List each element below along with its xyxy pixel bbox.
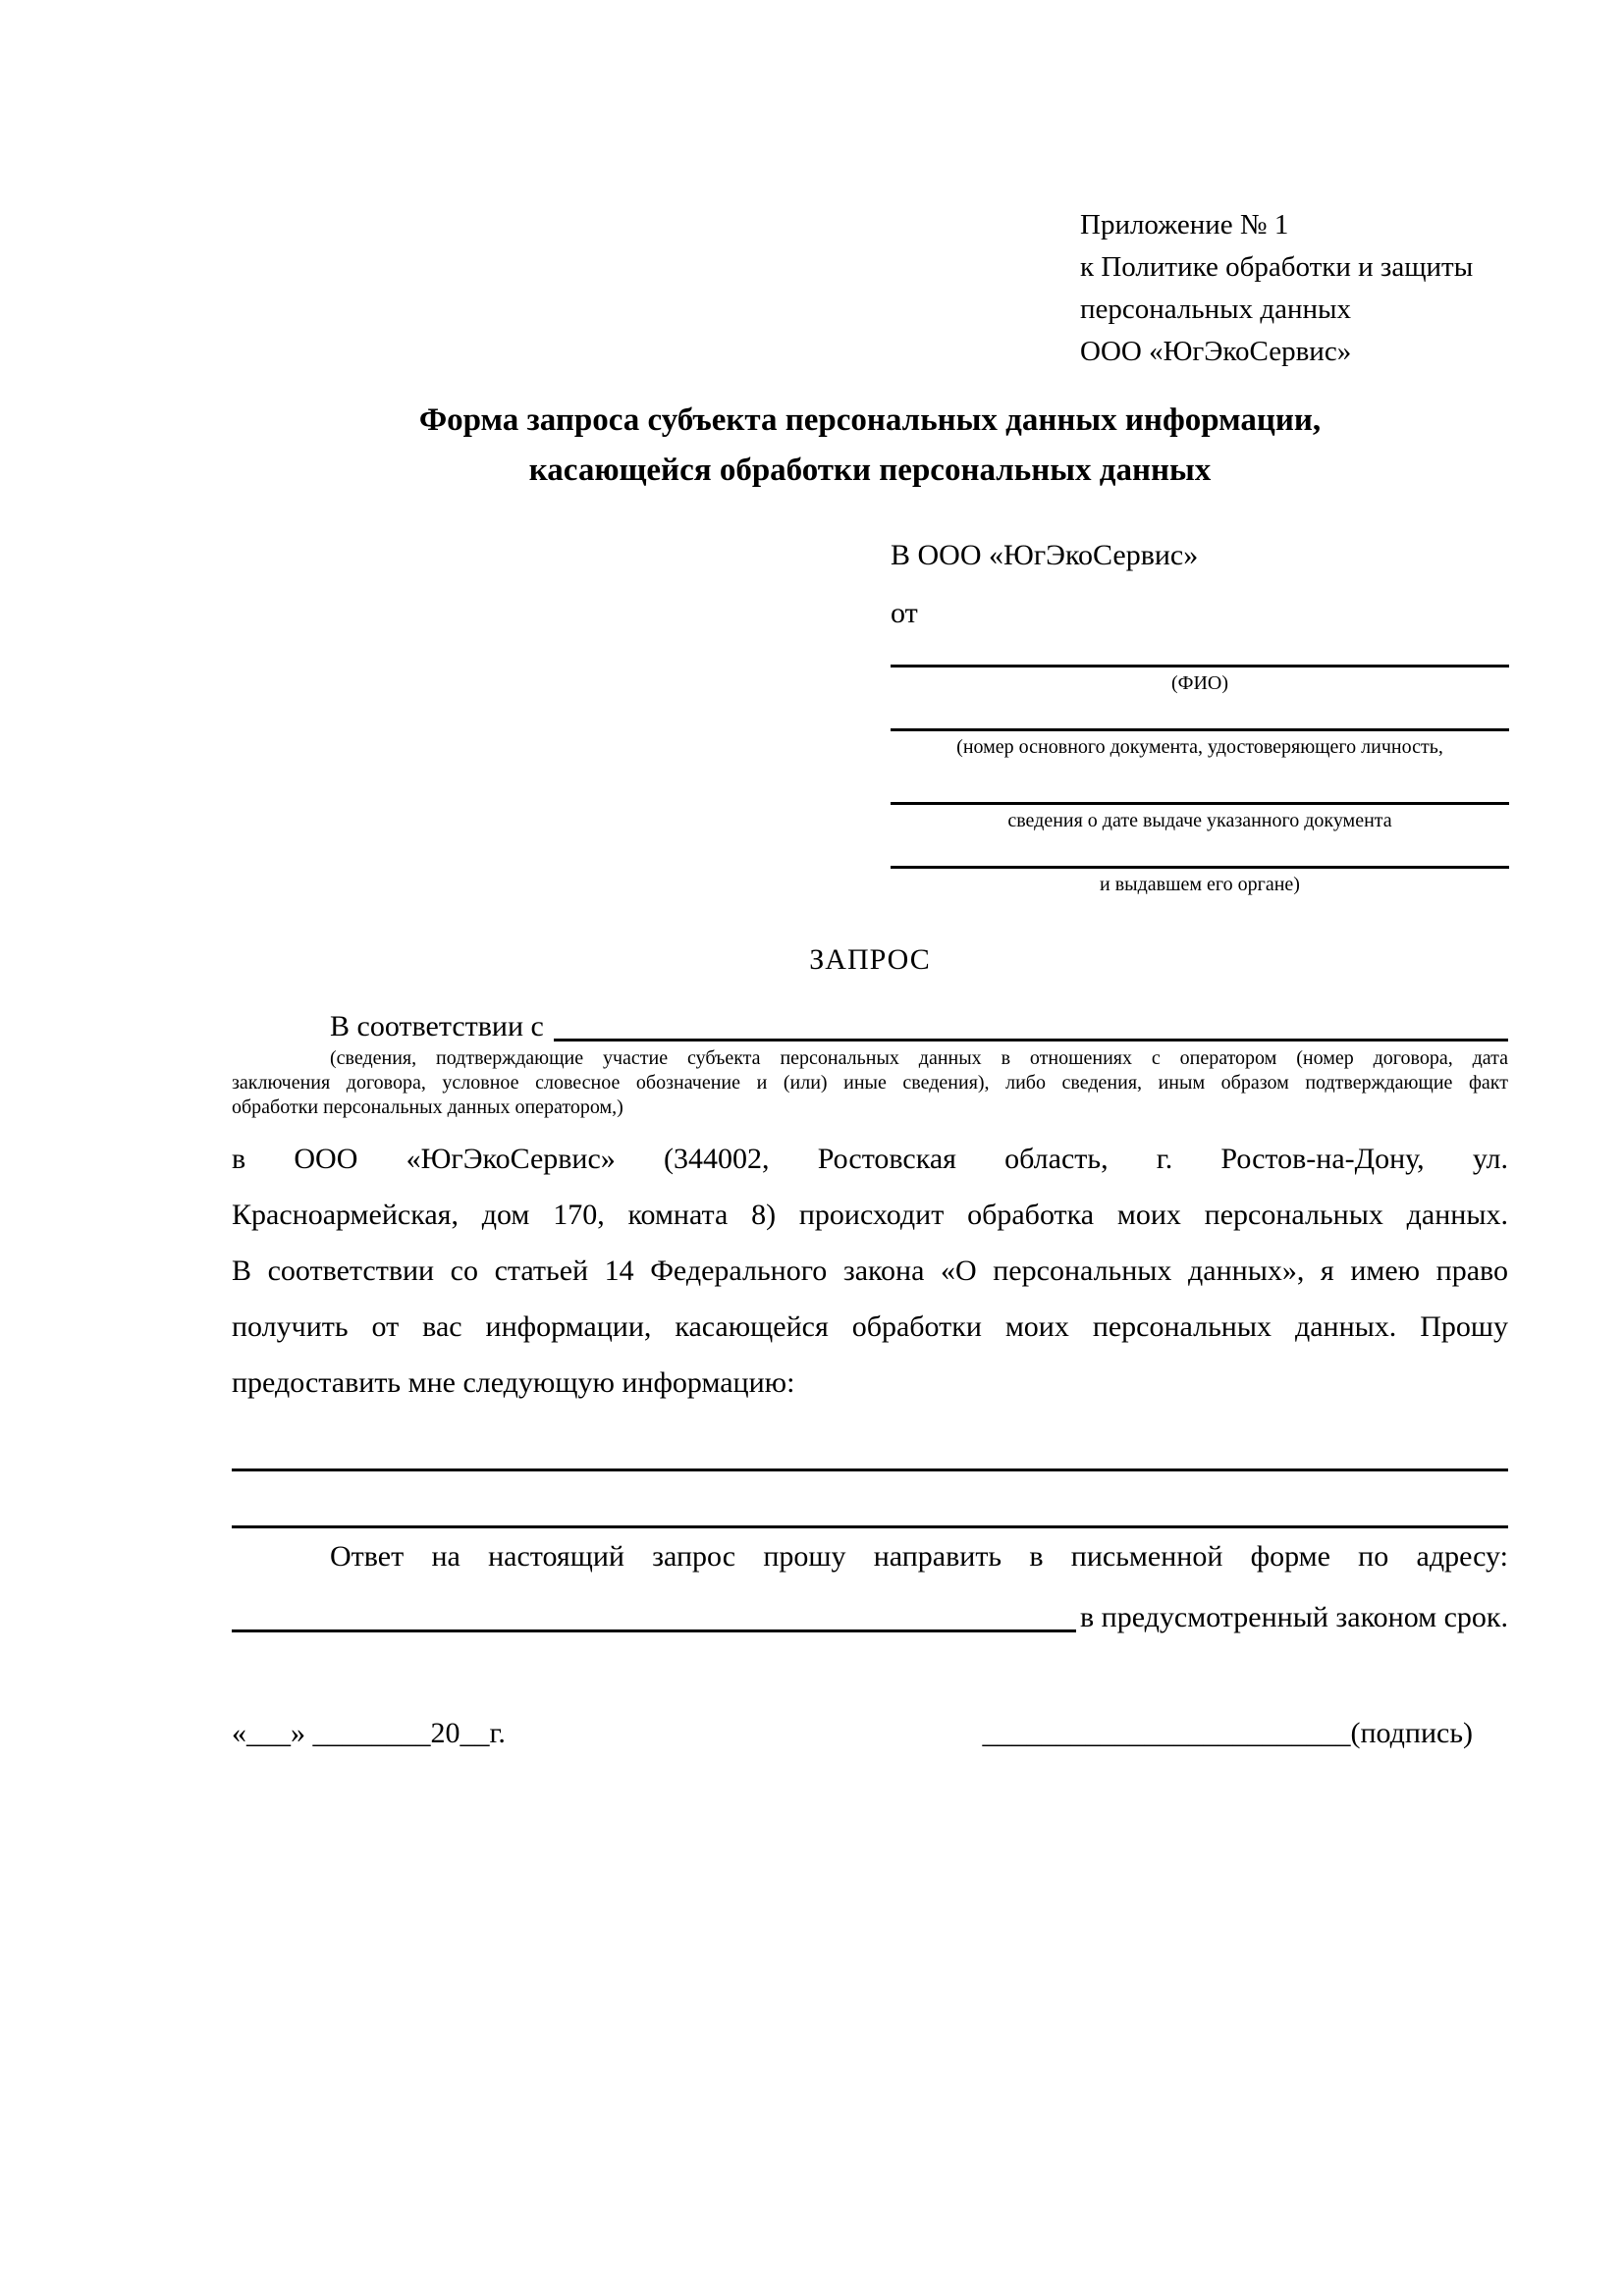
document-issuer-blank-line [891, 866, 1509, 869]
reply-address-row [232, 1598, 1508, 1637]
document-issuer-caption: и выдавшем его органе) [1100, 874, 1300, 895]
document-number-blank-line [891, 728, 1509, 731]
reply-suffix: в предусмотренный законом срок. [1080, 1601, 1508, 1633]
answer-blank-line-2 [232, 1525, 1508, 1528]
reply-address-blank-line [232, 1598, 1076, 1632]
request-heading: ЗАПРОС [809, 943, 931, 976]
document-title [232, 396, 1508, 496]
fine-print-line: (сведения, подтверждающие участие субъекта персональных данных в отношениях с оператором (номер договора, дата [330, 1047, 1508, 1069]
reply-sentence: Ответ на настоящий запрос прошу направить в письменной форме по адресу: [330, 1540, 1508, 1573]
appendix-line: персональных данных [1080, 294, 1352, 325]
signature-blank: _________________________(подпись) [982, 1717, 1473, 1749]
body-line: в ООО «ЮгЭкоСервис» (344002, Ростовская область, г. Ростов-на-Дону, ул. [232, 1143, 1508, 1175]
fine-print-clause [232, 1046, 1508, 1120]
answer-blank-line-1 [232, 1468, 1508, 1471]
body-line: предоставить мне следующую информацию: [232, 1366, 795, 1399]
basis-blank-line [554, 1007, 1508, 1041]
body-paragraph [232, 1131, 1508, 1411]
intro-prefix: В соответствии с [330, 1010, 544, 1042]
appendix-line: ООО «ЮгЭкоСервис» [1080, 336, 1352, 367]
footer-row [232, 1714, 1508, 1753]
appendix-line: Приложение № 1 [1080, 209, 1289, 240]
document-issue-date-blank-line [891, 802, 1509, 805]
document-title-line: касающейся обработки персональных данных [528, 453, 1212, 488]
fio-caption: (ФИО) [1170, 672, 1228, 694]
document-issue-date-caption: сведения о дате выдаче указанного документа [1007, 810, 1392, 831]
fine-print-line: обработки персональных данных оператором,) [232, 1096, 623, 1118]
document-title-line: Форма запроса субъекта персональных данных информации, [418, 402, 1322, 438]
addressee-org: В ООО «ЮгЭкоСервис» [891, 539, 1199, 571]
body-line: получить от вас информации, касающейся обработки моих персональных данных. Прошу [232, 1310, 1508, 1343]
addressee-from-label: от [891, 597, 918, 629]
appendix-block [1080, 204, 1473, 373]
intro-row [232, 1007, 1508, 1046]
appendix-line: к Политике обработки и защиты [1080, 251, 1474, 283]
fio-blank-line [891, 665, 1509, 667]
body-line: Красноармейская, дом 170, комната 8) происходит обработка моих персональных данных. [232, 1199, 1508, 1231]
fine-print-line: заключения договора, условное словесное обозначение и (или) иные сведения), либо сведения, иным образом подтверждающие факт [232, 1072, 1508, 1094]
date-blank: «___» ________20__г. [232, 1717, 506, 1749]
body-line: В соответствии со статьей 14 Федерального закона «О персональных данных», я имею право [232, 1255, 1508, 1287]
document-number-caption: (номер основного документа, удостоверяющего личность, [956, 736, 1443, 758]
